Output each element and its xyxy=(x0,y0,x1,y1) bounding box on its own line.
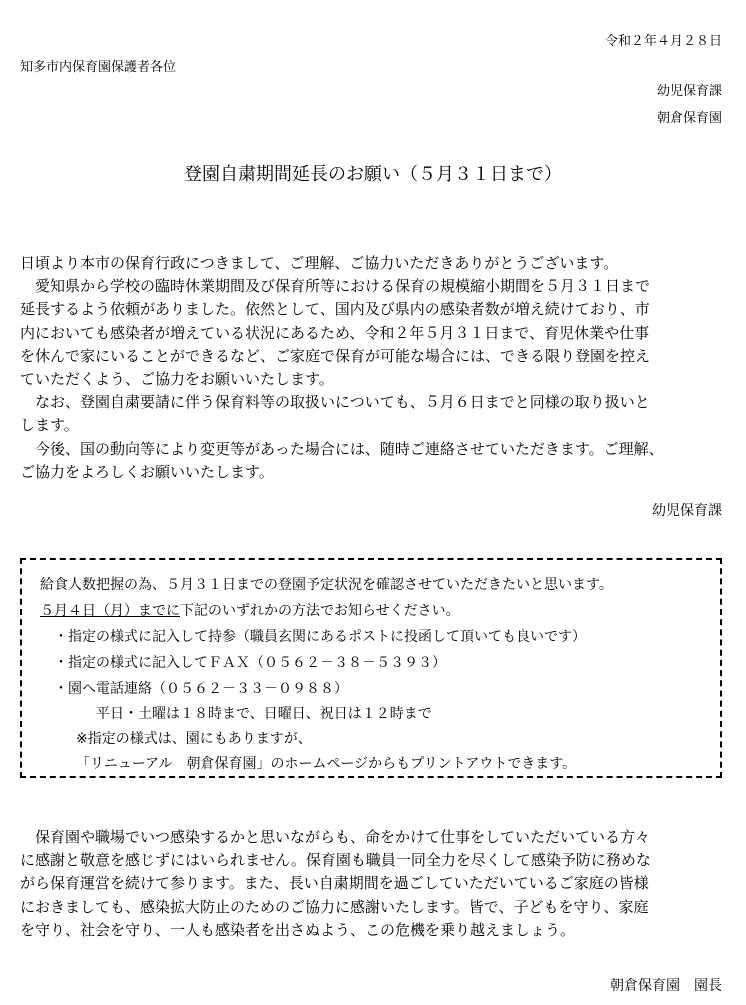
document-title: 登園自粛期間延長のお願い（５月３１日まで） xyxy=(184,164,562,185)
deadline-instruction: 下記のいずれかの方法でお知らせください。 xyxy=(180,603,460,619)
form-note: ※指定の様式は、園にもありますが、 xyxy=(76,731,312,747)
sender-school: 朝倉保育園 xyxy=(656,111,722,126)
paragraph-line: がら保育運営を続けて参ります。また、長い自粛期間を過ごしていただいているご家庭の皆様 xyxy=(20,874,649,893)
body-signature: 幼児保育課 xyxy=(652,503,722,519)
notice-box xyxy=(20,558,722,778)
paragraph-line: におきましても、感染拡大防止のためのご協力に感謝いたします。皆で、子どもを守り、家庭 xyxy=(20,897,649,916)
paragraph-line: ていただくよう、ご協力をお願いいたします。 xyxy=(20,370,334,389)
paragraph-line: なお、登園自粛要請に伴う保育料等の取扱いについても、５月６日までと同様の取り扱いと xyxy=(20,393,650,412)
main-body-text xyxy=(20,252,726,484)
paragraph-line: ご協力をよろしくお願いいたします。 xyxy=(20,462,274,481)
sender-department: 幼児保育課 xyxy=(656,84,722,99)
closing-signature: 朝倉保育園 園長 xyxy=(610,978,722,994)
notice-intro: 給食人数把握の為、５月３１日までの登園予定状況を確認させていただきたいと思います。 xyxy=(40,577,613,593)
phone-hours: 平日・土曜は１８時まで、日曜日、祝日は１２時まで xyxy=(96,706,432,722)
option-fax: ・指定の様式に記入してＦＡＸ（０５６２－３８－５３９３） xyxy=(54,655,446,671)
paragraph-line: を守り、社会を守り、一人も感染者を出さぬよう、この危機を乗り越えましょう。 xyxy=(20,920,576,939)
closing-body-text xyxy=(20,826,726,942)
paragraph-line: します。 xyxy=(20,416,79,435)
document-date: 令和２年４月２８日 xyxy=(604,34,722,49)
paragraph-line: 今後、国の動向等により変更等があった場合には、随時ご連絡させていただきます。ご理解、 xyxy=(20,439,664,458)
option-phone: ・園へ電話連絡（０５６２－３３－０９８８） xyxy=(54,681,348,697)
homepage-note: 「リニューアル 朝倉保育園」のホームページからもプリントアウトできます。 xyxy=(76,756,577,772)
paragraph-line: 日頃より本市の保育行政につきまして、ご理解、ご協力いただきありがとうございます。 xyxy=(20,254,619,272)
deadline-date: ５月４日（月）までに xyxy=(40,603,180,619)
paragraph-line: 延長するよう依頼がありました。依然として、国内及び県内の感染者数が増え続けており、市 xyxy=(20,300,650,319)
notice-deadline xyxy=(40,600,460,620)
paragraph-line: に感謝と敬意を感じずにはいられません。保育園も職員一同全力を尽くして感染予防に務めな xyxy=(20,851,651,870)
paragraph-line: 愛知県から学校の臨時休業期間及び保育所等における保育の規模縮小期間を５月３１日まで xyxy=(20,277,651,296)
option-bring-form: ・指定の様式に記入して持参（職員玄関にあるポストに投函して頂いても良いです） xyxy=(54,629,586,645)
paragraph-line: を休んで家にいることができるなど、ご家庭で保育が可能な場合には、できる限り登園を控え xyxy=(20,346,651,365)
paragraph-line: 保育園や職場でいつ感染するかと思いながらも、命をかけて仕事をしていただいている方々 xyxy=(20,828,651,846)
paragraph-line: 内においても感染者が増えている状況にあるため、令和２年５月３１日まで、育児休業や仕事 xyxy=(20,323,650,342)
recipient-line: 知多市内保育園保護者各位 xyxy=(20,60,177,75)
